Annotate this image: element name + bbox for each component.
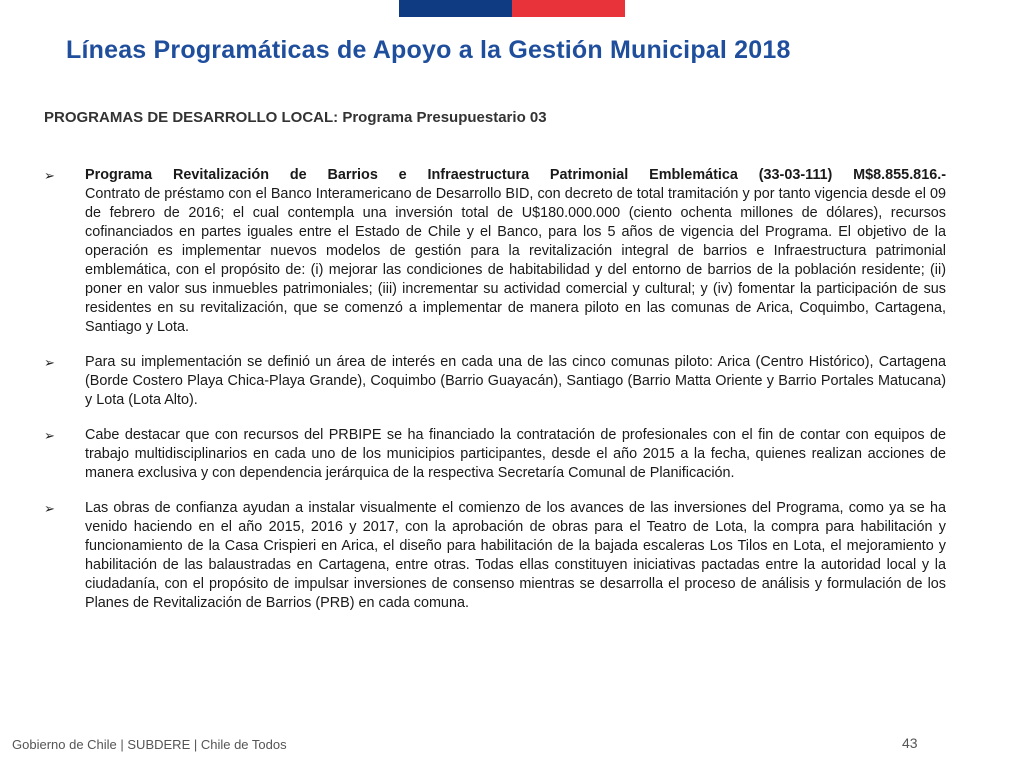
bullet-item bbox=[44, 499, 946, 613]
program-heading: Programa Revitalización de Barrios e Infraestructura Patrimonial Emblemática (33-03-111) M$8.855.816.- bbox=[85, 167, 946, 183]
bullet-text: Las obras de confianza ayudan a instalar visualmente el comienzo de los avances de las inversiones del Programa, como ya se ha venido haciendo en el año 2015, 2016 y 2017, con la aprobación de obras para el Teatro de Lota, la compra para habilitación y funcionamiento de la Casa Crispieri en Arica, el diseño para habilitación de la bajada escaleras Los Tilos en Lota, el mejoramiento y habilitación de las balaustradas en Cartagena, entre otras. Todas ellas constituyen iniciativas pactadas entre la autoridad local y la ciudadanía, con el propósito de impulsar inversiones de consenso mientras se desarrolla el proceso de análisis y formulación de los Planes de Revitalización de Barrios (PRB) en cada comuna. bbox=[85, 500, 946, 611]
bullet-item bbox=[44, 426, 946, 483]
arrow-bullet-icon: ➢ bbox=[44, 428, 55, 443]
bullet-text: Cabe destacar que con recursos del PRBIPE se ha financiado la contratación de profesionales con el fin de contar con equipos de trabajo multidisciplinarios en cada uno de los municipios participantes, desde el año 2015 a la fecha, quienes realizan acciones de manera exclusiva y con dependencia jerárquica de la respectiva Secretaría Comunal de Planificación. bbox=[85, 427, 946, 481]
footer-text: Gobierno de Chile | SUBDERE | Chile de Todos bbox=[12, 737, 287, 752]
slide-title: Líneas Programáticas de Apoyo a la Gestión Municipal 2018 bbox=[66, 36, 791, 64]
bullet-list bbox=[44, 166, 946, 629]
arrow-bullet-icon: ➢ bbox=[44, 501, 55, 516]
bullet-text: Para su implementación se definió un área de interés en cada una de las cinco comunas piloto: Arica (Centro Histórico), Cartagena (Borde Costero Playa Chica-Playa Grande), Coquimbo (Barrio Guayacán), Santiago (Barrio Matta Oriente y Barrio Portales Matucana) y Lota (Lota Alto). bbox=[85, 354, 946, 408]
page-number: 43 bbox=[902, 735, 918, 751]
flag-blue-stripe bbox=[399, 0, 512, 17]
arrow-bullet-icon: ➢ bbox=[44, 168, 55, 183]
chile-flag-bar bbox=[399, 0, 625, 17]
arrow-bullet-icon: ➢ bbox=[44, 355, 55, 370]
bullet-item bbox=[44, 353, 946, 410]
slide-subtitle: PROGRAMAS DE DESARROLLO LOCAL: Programa Presupuestario 03 bbox=[44, 109, 547, 126]
flag-red-stripe bbox=[512, 0, 625, 17]
bullet-text: Contrato de préstamo con el Banco Interamericano de Desarrollo BID, con decreto de total tramitación y por tanto vigencia desde el 09 de febrero de 2016; el cual contempla una inversión total de U$180.000.000 (ciento ochenta millones de dólares), recursos cofinanciados en partes iguales entre el Estado de Chile y el Banco, para los 5 años de vigencia del Programa. El objetivo de la operación es implementar nuevos modelos de gestión para la revitalización integral de barrios e Infraestructura patrimonial emblemática, con el propósito de: (i) mejorar las condiciones de habitabilidad y del entorno de barrios de la población residente; (ii) poner en valor sus inmuebles patrimoniales; (iii) incrementar su actividad comercial y cultural; y (iv) fomentar la participación de sus residentes en su revitalización, que se comenzó a implementar de manera piloto en las comunas de Arica, Coquimbo, Cartagena, Santiago y Lota. bbox=[85, 186, 946, 335]
bullet-item bbox=[44, 166, 946, 337]
